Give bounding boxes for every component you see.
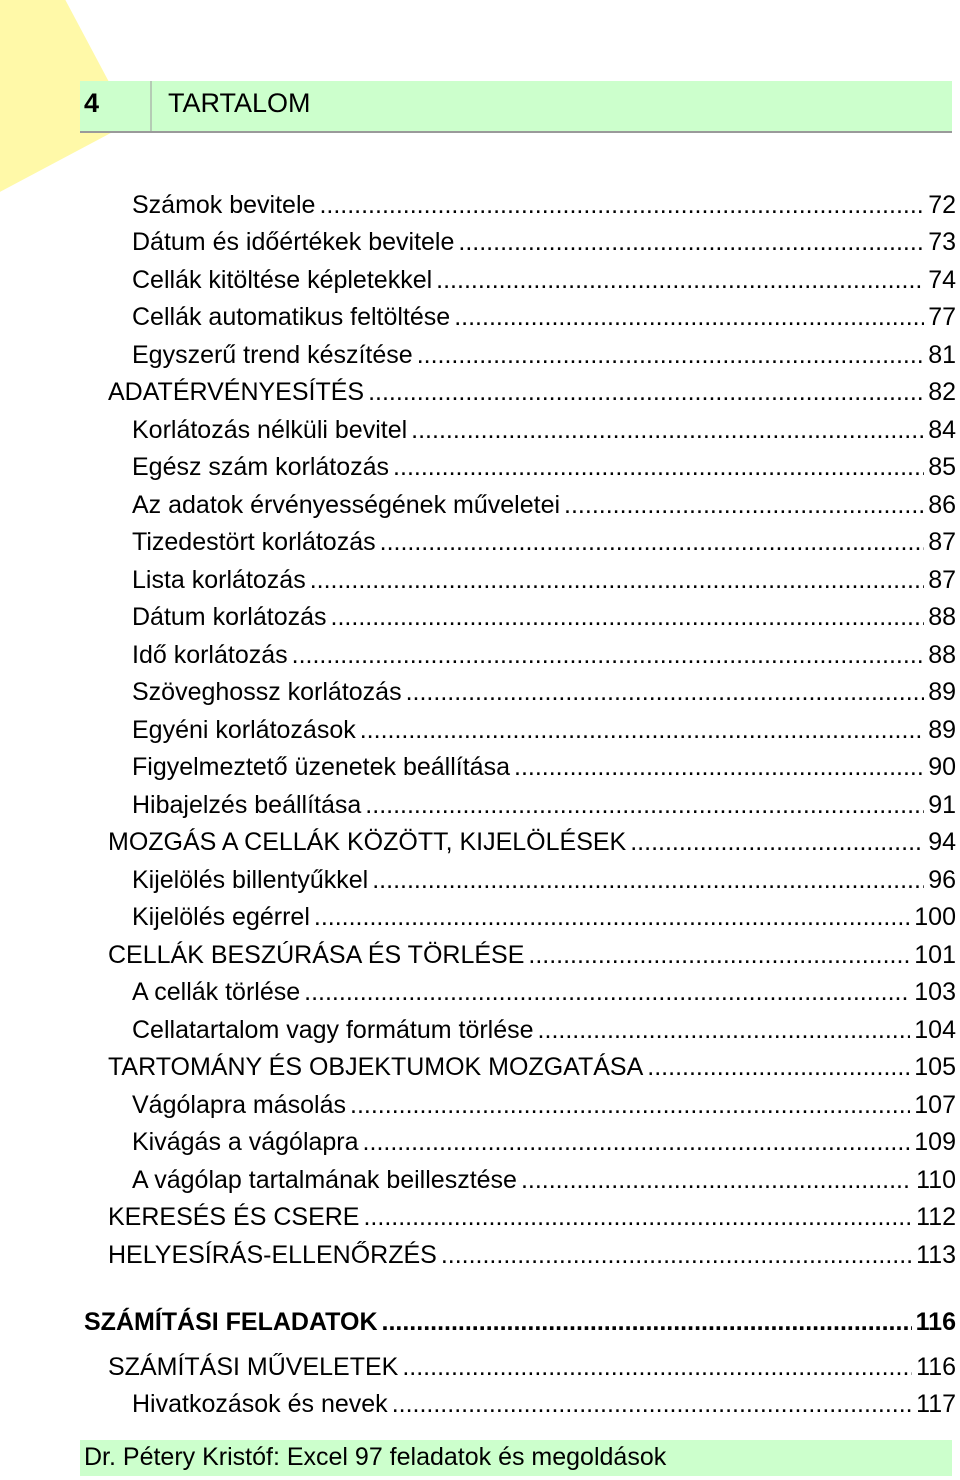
toc-entry-title: SZÁMÍTÁSI MŰVELETEK (108, 1352, 399, 1381)
toc-entry-page: 90 (928, 753, 956, 782)
toc-entry[interactable] (0, 974, 960, 1012)
toc-entry-page: 105 (914, 1053, 956, 1082)
toc-entry-title: Számok bevitele (132, 190, 316, 219)
toc-dot-leader (436, 265, 924, 295)
toc-dot-leader (402, 1352, 912, 1382)
toc-entry[interactable] (0, 411, 960, 449)
toc-entry-title: Cellatartalom vagy formátum törlése (132, 1015, 534, 1044)
toc-entry-title: Kivágás a vágólapra (132, 1128, 359, 1157)
toc-dot-leader (538, 1015, 911, 1045)
toc-dot-leader (392, 1389, 912, 1419)
toc-dot-leader (382, 1307, 912, 1337)
toc-entry-page: 89 (928, 715, 956, 744)
toc-entry-page: 103 (914, 978, 956, 1007)
toc-entry-title: Lista korlátozás (132, 565, 306, 594)
toc-entry[interactable] (0, 336, 960, 374)
toc-entry[interactable] (0, 674, 960, 712)
toc-dot-leader (310, 565, 924, 595)
toc-entry-page: 116 (916, 1352, 956, 1381)
toc-entry-title: Hibajelzés beállítása (132, 790, 362, 819)
toc-entry-page: 73 (928, 228, 956, 257)
toc-entry[interactable] (0, 786, 960, 824)
toc-dot-leader (372, 865, 924, 895)
toc-entry-page: 85 (928, 453, 956, 482)
toc-entry-title: Cellák kitöltése képletekkel (132, 265, 433, 294)
toc-entry-title: Tizedestört korlátozás (132, 528, 376, 557)
toc-entry-page: 87 (928, 565, 956, 594)
toc-entry[interactable] (0, 224, 960, 262)
toc-entry[interactable] (0, 374, 960, 412)
toc-entry-page: 88 (928, 640, 956, 669)
toc-entry[interactable] (0, 186, 960, 224)
toc-entry[interactable] (0, 486, 960, 524)
toc-entry-title: Figyelmeztető üzenetek beállítása (132, 753, 510, 782)
toc-dot-leader (292, 640, 925, 670)
toc-entry[interactable] (0, 1049, 960, 1087)
toc-dot-leader (528, 940, 910, 970)
page-footer (80, 1440, 952, 1476)
footer-text: Dr. Pétery Kristóf: Excel 97 feladatok és megoldások (84, 1443, 667, 1471)
toc-entry-title: Korlátozás nélküli bevitel (132, 415, 408, 444)
toc-entry-page: 94 (928, 828, 956, 857)
toc-entry-page: 77 (928, 303, 956, 332)
toc-entry-title: Dátum korlátozás (132, 603, 327, 632)
toc-entry[interactable] (0, 599, 960, 637)
toc-entry[interactable] (0, 1161, 960, 1199)
toc-dot-leader (331, 602, 925, 632)
toc-dot-leader (363, 1202, 912, 1232)
toc-dot-leader (406, 677, 925, 707)
chapter-header (80, 81, 952, 133)
toc-entry-title: HELYESÍRÁS-ELLENŐRZÉS (108, 1240, 437, 1269)
toc-entry-title: Kijelölés egérrel (132, 903, 310, 932)
toc-entry-title: KERESÉS ÉS CSERE (108, 1203, 360, 1232)
toc-entry-title: Az adatok érvényességének műveletei (132, 490, 561, 519)
chapter-title: TARTALOM (168, 88, 311, 118)
toc-entry-title: CELLÁK BESZÚRÁSA ÉS TÖRLÉSE (108, 940, 525, 969)
toc-entry-page: 86 (928, 490, 956, 519)
toc-entry-page: 74 (928, 265, 956, 294)
toc-dot-leader (521, 1165, 912, 1195)
toc-entry-page: 112 (916, 1203, 956, 1232)
toc-entry-title: Cellák automatikus feltöltése (132, 303, 451, 332)
toc-entry-title: Egyszerű trend készítése (132, 340, 413, 369)
toc-dot-leader (411, 415, 924, 445)
toc-entry[interactable] (0, 299, 960, 337)
toc-entry-title: MOZGÁS A CELLÁK KÖZÖTT, KIJELÖLÉSEK (108, 828, 627, 857)
toc-entry-page: 104 (914, 1015, 956, 1044)
toc-entry[interactable] (0, 561, 960, 599)
toc-dot-leader (393, 452, 924, 482)
toc-entry-title: Szöveghossz korlátozás (132, 678, 402, 707)
toc-entry-title: Egyéni korlátozások (132, 715, 356, 744)
toc-entry[interactable] (0, 1124, 960, 1162)
toc-entry-page: 113 (916, 1240, 956, 1269)
toc-entry[interactable] (0, 936, 960, 974)
toc-entry[interactable] (0, 524, 960, 562)
toc-entry-page: 117 (916, 1390, 956, 1419)
toc-entry[interactable] (0, 1348, 960, 1386)
toc-entry-title: Egész szám korlátozás (132, 453, 390, 482)
toc-entry[interactable] (0, 899, 960, 937)
toc-dot-leader (441, 1240, 912, 1270)
table-of-contents (0, 186, 960, 1423)
toc-dot-leader (363, 1127, 911, 1157)
toc-entry[interactable] (0, 1086, 960, 1124)
toc-entry-page: 84 (928, 415, 956, 444)
toc-dot-leader (647, 1052, 910, 1082)
toc-dot-leader (304, 977, 910, 1007)
toc-dot-leader (314, 902, 910, 932)
toc-entry[interactable] (0, 711, 960, 749)
toc-entry-page: 107 (914, 1090, 956, 1119)
toc-entry[interactable] (0, 861, 960, 899)
toc-entry[interactable] (0, 749, 960, 787)
toc-dot-leader (360, 715, 924, 745)
toc-entry[interactable] (0, 1011, 960, 1049)
toc-entry-page: 91 (928, 790, 956, 819)
toc-entry[interactable] (0, 261, 960, 299)
chapter-number: 4 (84, 88, 100, 118)
toc-entry-page: 88 (928, 603, 956, 632)
toc-entry-title: A vágólap tartalmának beillesztése (132, 1165, 517, 1194)
toc-entry-page: 82 (928, 378, 956, 407)
toc-entry-title: ADATÉRVÉNYESÍTÉS (108, 378, 365, 407)
toc-entry-page: 109 (914, 1128, 956, 1157)
toc-dot-leader (365, 790, 924, 820)
toc-entry-title: Dátum és időértékek bevitele (132, 228, 455, 257)
toc-entry[interactable] (0, 1304, 960, 1342)
toc-dot-leader (380, 527, 925, 557)
toc-entry-page: 96 (928, 865, 956, 894)
toc-entry-title: A cellák törlése (132, 978, 301, 1007)
toc-dot-leader (514, 752, 924, 782)
toc-entry-title: Hivatkozások és nevek (132, 1390, 388, 1419)
toc-dot-leader (319, 190, 924, 220)
toc-entry-page: 72 (928, 190, 956, 219)
toc-entry-page: 89 (928, 678, 956, 707)
toc-dot-leader (564, 490, 924, 520)
toc-entry-page: 87 (928, 528, 956, 557)
toc-dot-leader (417, 340, 924, 370)
toc-dot-leader (630, 827, 924, 857)
toc-entry[interactable] (0, 1236, 960, 1274)
toc-entry-page: 81 (928, 340, 956, 369)
toc-entry-title: Idő korlátozás (132, 640, 288, 669)
toc-entry[interactable] (0, 636, 960, 674)
toc-dot-leader (368, 377, 924, 407)
toc-dot-leader (454, 302, 924, 332)
toc-entry[interactable] (0, 449, 960, 487)
toc-dot-leader (350, 1090, 910, 1120)
toc-entry-page: 110 (916, 1165, 956, 1194)
toc-entry-title: TARTOMÁNY ÉS OBJEKTUMOK MOZGATÁSA (108, 1053, 644, 1082)
toc-entry-title: SZÁMÍTÁSI FELADATOK (84, 1308, 378, 1337)
toc-entry-title: Kijelölés billentyűkkel (132, 865, 369, 894)
toc-dot-leader (458, 227, 924, 257)
toc-entry-title: Vágólapra másolás (132, 1090, 347, 1119)
header-divider (150, 81, 152, 131)
toc-entry-page: 100 (914, 903, 956, 932)
toc-entry-page: 116 (915, 1308, 956, 1337)
toc-entry[interactable] (0, 1386, 960, 1424)
toc-entry[interactable] (0, 1199, 960, 1237)
toc-entry-page: 101 (914, 940, 956, 969)
toc-entry[interactable] (0, 824, 960, 862)
